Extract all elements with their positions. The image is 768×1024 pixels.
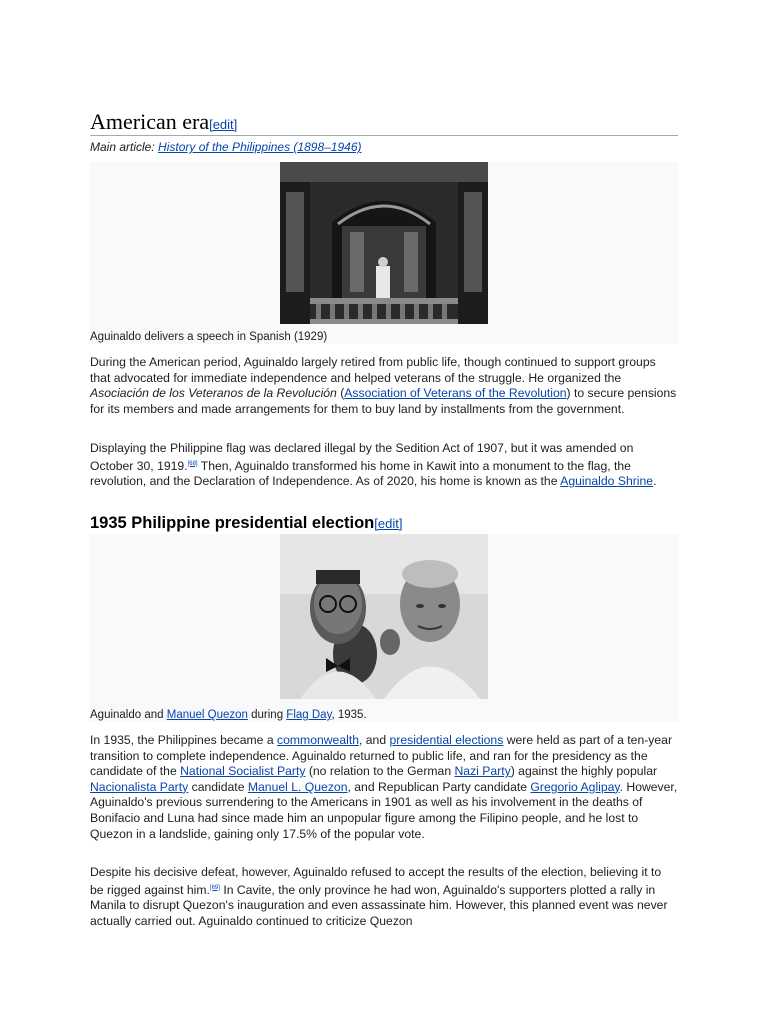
commonwealth-link[interactable]: commonwealth: [277, 733, 359, 747]
flag-day-link[interactable]: Flag Day: [286, 709, 332, 721]
reference-link[interactable]: [68]: [187, 460, 198, 467]
text: , and: [358, 733, 390, 747]
subsection-heading: [90, 513, 402, 534]
figure-speech: [90, 162, 678, 344]
hatnote-prefix: Main article:: [90, 140, 159, 154]
text: .: [653, 474, 657, 489]
figure-flag-day: [90, 534, 678, 722]
text: In Cavite, the only province he had won, Aguinaldo's supporters plotted a rally in Manila to disrupt Quezon's inauguration and even assassinate him. However, this planned event was never actually carried out. Aguinaldo continued to criticize Quezon: [90, 882, 668, 928]
paragraph: [90, 441, 678, 490]
text: Despite his decisive defeat, however, Aguinaldo refused to accept the results of the election, believing it to be rigged against him.: [90, 865, 662, 897]
section-title: American era: [90, 109, 210, 134]
text: In 1935, the Philippines became a: [90, 733, 278, 747]
figure-caption: Aguinaldo delivers a speech in Spanish (1929): [90, 331, 328, 343]
national-socialist-party-link[interactable]: National Socialist Party: [180, 764, 306, 779]
manuel-l-quezon-link[interactable]: Manuel L. Quezon: [247, 779, 348, 794]
edit-link[interactable]: [edit]: [374, 516, 403, 531]
text-italic: Asociación de los Veteranos de la Revolución: [90, 386, 337, 401]
paragraph: [90, 355, 678, 417]
figure-caption: [90, 709, 367, 721]
main-article-link[interactable]: History of the Philippines (1898–1946): [158, 140, 362, 154]
text: (no relation to the German: [305, 764, 455, 779]
gregorio-aglipay-link[interactable]: Gregorio Aglipay: [530, 779, 620, 794]
text: Then, Aguinaldo transformed his home in Kawit into a monument to the flag, the revolution, and the Declaration of Independence. As of 2020, his home is known as the: [90, 458, 631, 489]
caption-text: during: [247, 709, 287, 721]
manuel-quezon-link[interactable]: Manuel Quezon: [166, 709, 248, 721]
reference-link[interactable]: [69]: [209, 884, 220, 891]
photo-aguinaldo-quezon[interactable]: [280, 534, 488, 699]
nacionalista-party-link[interactable]: Nacionalista Party: [90, 779, 189, 794]
caption-text: , 1935.: [331, 709, 367, 721]
subsection-title: 1935 Philippine presidential election: [90, 514, 375, 532]
photo-aguinaldo-balcony[interactable]: [280, 162, 488, 324]
text: (: [336, 386, 345, 401]
text: Displaying the Philippine flag was declared illegal by the Sedition Act of 1907, but it was amended on October 30, 1919.: [90, 441, 634, 473]
caption-text: Aguinaldo and: [90, 709, 167, 721]
text: candidate: [188, 779, 248, 794]
text: , and Republican Party candidate: [347, 779, 531, 794]
aguinaldo-shrine-link[interactable]: Aguinaldo Shrine: [560, 474, 654, 489]
section-heading: [90, 108, 678, 136]
veterans-association-link[interactable]: Association of Veterans of the Revolution: [344, 386, 567, 401]
paragraph: [90, 865, 678, 929]
hatnote: [90, 140, 362, 154]
text: ) to secure pensions for its members and made arrangements for them to buy land by installments from the government.: [90, 386, 677, 416]
text: During the American period, Aguinaldo largely retired from public life, though continued to support groups that advocated for immediate independence and helped veterans of the struggle. He organized the: [90, 355, 656, 385]
presidential-elections-link[interactable]: presidential elections: [389, 733, 504, 747]
text: . However, Aguinaldo's previous surrendering to the Americans in 1901 as well as his involvement in the deaths of Bonifacio and Luna had since made him an unpopular figure among the Filipino people, and he lost to Quezon in a landslide, gaining only 17.5% of the popular vote.: [90, 779, 678, 841]
nazi-party-link[interactable]: Nazi Party: [454, 764, 511, 779]
text: were held as part of a ten-year transition to complete independence. Aguinaldo returned to public life, and ran for the presidency as the candidate of the: [90, 733, 672, 779]
edit-link[interactable]: [edit]: [209, 117, 238, 132]
paragraph: [90, 733, 678, 842]
text: ) against the highly popular: [510, 764, 658, 779]
